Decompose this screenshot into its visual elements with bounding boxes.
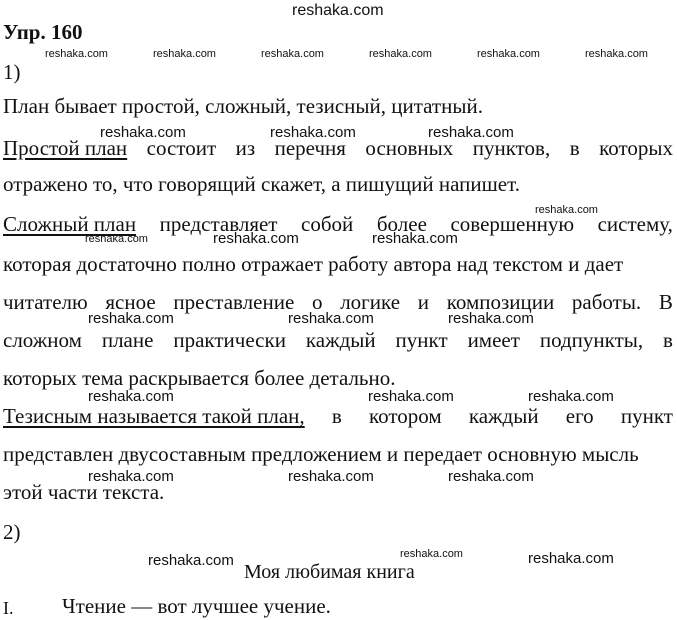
- simple-plan-term: Простой план: [3, 136, 128, 160]
- watermark: reshaka.com: [535, 204, 598, 216]
- watermark: reshaka.com: [477, 48, 540, 60]
- word: представляет: [159, 212, 278, 236]
- watermark: reshaka.com: [45, 48, 108, 60]
- complex-plan-term: Сложный план: [3, 212, 137, 236]
- simple-plan-line-1: [3, 136, 673, 160]
- watermark: reshaka.com: [400, 548, 463, 560]
- word: собой: [301, 212, 354, 236]
- word: подпункты,: [539, 328, 644, 352]
- word: пункт: [620, 404, 673, 428]
- watermark: reshaka.com: [153, 48, 216, 60]
- item-text: Чтение — вот лучшее учение.: [62, 594, 331, 618]
- word: из: [235, 136, 256, 160]
- essay-title: Моя любимая книга: [244, 561, 415, 583]
- watermark: reshaka.com: [448, 468, 534, 485]
- word: пункт: [395, 328, 448, 352]
- word: систему,: [597, 212, 673, 236]
- watermark: reshaka.com: [372, 230, 458, 247]
- watermark: reshaka.com: [88, 310, 174, 327]
- watermark: reshaka.com: [428, 124, 514, 141]
- word: каждый: [305, 328, 376, 352]
- word: преставление: [173, 290, 295, 314]
- watermark: reshaka.com: [369, 48, 432, 60]
- section-number-1: 1): [3, 60, 21, 84]
- word: в: [331, 404, 342, 428]
- word: плане: [101, 328, 154, 352]
- word: читателю: [3, 290, 88, 314]
- word: основных: [365, 136, 454, 160]
- word: состоит: [146, 136, 217, 160]
- watermark: reshaka.com: [148, 552, 234, 569]
- word: логике: [340, 290, 401, 314]
- thesis-plan-term: Тезисным называется такой план,: [3, 404, 305, 428]
- exercise-title: Упр. 160: [3, 20, 83, 44]
- word: перечня: [274, 136, 346, 160]
- watermark: reshaka.com: [213, 230, 299, 247]
- word: совершенную: [450, 212, 575, 236]
- word: ясное: [105, 290, 156, 314]
- word: пунктов,: [472, 136, 551, 160]
- word: работы.: [571, 290, 642, 314]
- word: о: [312, 290, 323, 314]
- complex-plan-line-5: которых тема раскрывается более детально.: [3, 366, 396, 390]
- simple-plan-line-2: отражено то, что говорящий скажет, а пишущий напишет.: [3, 172, 520, 196]
- watermark: reshaka.com: [261, 48, 324, 60]
- thesis-plan-line-1: [3, 404, 673, 428]
- word: каждый: [468, 404, 539, 428]
- thesis-plan-line-3: этой части текста.: [3, 480, 165, 504]
- word: котором: [368, 404, 442, 428]
- word: в: [569, 136, 580, 160]
- word: практически: [173, 328, 286, 352]
- word: имеет: [467, 328, 520, 352]
- watermark: reshaka.com: [88, 468, 174, 485]
- word: сложном: [3, 328, 82, 352]
- thesis-plan-line-2: представлен двусоставным предложением и передает основную мысль: [3, 442, 639, 466]
- watermark: reshaka.com: [100, 124, 186, 141]
- watermark: reshaka.com: [288, 310, 374, 327]
- word: более: [376, 212, 427, 236]
- watermark: reshaka.com: [528, 388, 614, 405]
- word: В: [658, 290, 673, 314]
- complex-plan-line-4: [3, 328, 673, 352]
- watermark: reshaka.com: [88, 388, 174, 405]
- word: композиции: [446, 290, 555, 314]
- watermark: reshaka.com: [85, 233, 148, 245]
- watermark: reshaka.com: [528, 550, 614, 567]
- complex-plan-line-2: которая достаточно полно отражает работу автора над текстом и дает: [3, 252, 624, 276]
- word: в: [663, 328, 673, 352]
- word: которых: [599, 136, 673, 160]
- section-number-2: 2): [3, 520, 21, 544]
- intro-line: План бывает простой, сложный, тезисный, цитатный.: [3, 94, 483, 118]
- watermark: reshaka.com: [288, 468, 374, 485]
- watermark: reshaka.com: [448, 310, 534, 327]
- word: и: [417, 290, 429, 314]
- item-number: I.: [3, 598, 14, 618]
- watermark: reshaka.com: [270, 124, 356, 141]
- word: его: [565, 404, 594, 428]
- watermark: reshaka.com: [368, 388, 454, 405]
- watermark: reshaka.com: [585, 48, 648, 60]
- site-watermark-top: reshaka.com: [292, 2, 384, 19]
